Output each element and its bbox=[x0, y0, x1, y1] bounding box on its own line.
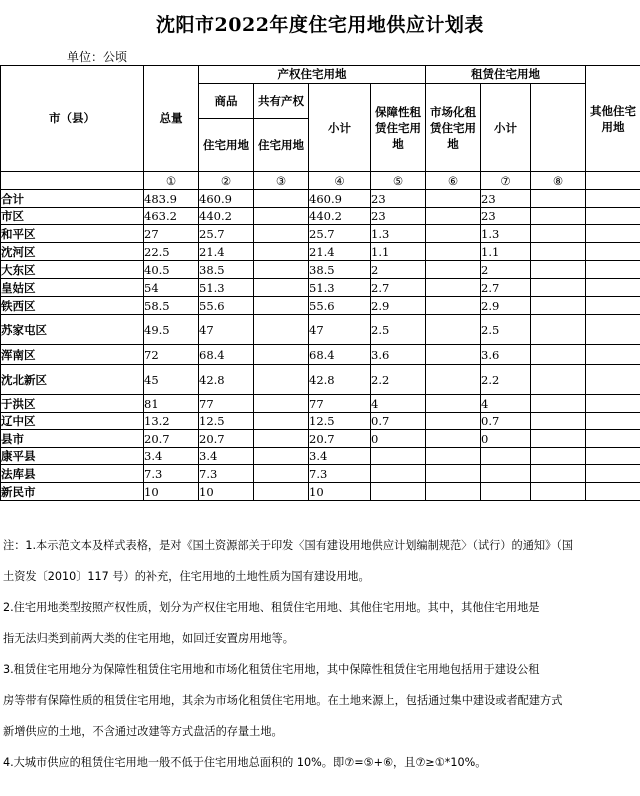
header-commercial-top: 商品 bbox=[199, 84, 254, 119]
cell-rental-subtotal: 2 bbox=[481, 261, 531, 279]
cell-shared bbox=[254, 297, 309, 315]
column-number-blank bbox=[1, 172, 144, 190]
cell-security-rental: 1.1 bbox=[371, 243, 426, 261]
table-row bbox=[1, 365, 640, 395]
cell-property-subtotal: 68.4 bbox=[309, 345, 371, 365]
cell-other bbox=[531, 208, 586, 225]
table-row bbox=[1, 413, 640, 430]
table-row bbox=[1, 243, 640, 261]
cell-extra bbox=[586, 297, 640, 315]
cell-commercial: 77 bbox=[199, 395, 254, 413]
cell-shared bbox=[254, 448, 309, 465]
cell-other bbox=[531, 365, 586, 395]
cell-extra bbox=[586, 465, 640, 483]
cell-extra bbox=[586, 430, 640, 448]
cell-extra bbox=[586, 413, 640, 430]
header-rental-group: 租赁住宅用地 bbox=[426, 66, 586, 84]
header-rental-subtotal: 小计 bbox=[481, 84, 531, 172]
column-number-extra bbox=[586, 172, 640, 190]
cell-shared bbox=[254, 483, 309, 501]
header-city: 市（县） bbox=[1, 66, 144, 172]
cell-property-subtotal: 440.2 bbox=[309, 208, 371, 225]
cell-security-rental: 23 bbox=[371, 190, 426, 208]
note-line: 房等带有保障性质的租赁住宅用地，其余为市场化租赁住宅用地。在土地来源上，包括通过集中建设或者配建方式 bbox=[3, 694, 563, 707]
cell-extra bbox=[586, 225, 640, 243]
cell-rental-subtotal: 23 bbox=[481, 208, 531, 225]
header-other: 其他住宅用地 bbox=[586, 66, 640, 172]
header-shared-bottom: 住宅用地 bbox=[254, 119, 309, 172]
cell-extra bbox=[586, 243, 640, 261]
note-line: 4.大城市供应的租赁住宅用地一般不低于住宅用地总面积的 10%。即⑦=⑤+⑥，且⑦≥①*10%。 bbox=[3, 756, 487, 769]
cell-other bbox=[531, 225, 586, 243]
cell-commercial: 68.4 bbox=[199, 345, 254, 365]
cell-market-rental bbox=[426, 465, 481, 483]
cell-total: 7.3 bbox=[144, 465, 199, 483]
cell-shared bbox=[254, 315, 309, 345]
cell-commercial: 10 bbox=[199, 483, 254, 501]
cell-property-subtotal: 42.8 bbox=[309, 365, 371, 395]
header-market-rental: 市场化租赁住宅用地 bbox=[426, 84, 481, 172]
cell-extra bbox=[586, 448, 640, 465]
col-number-5: ⑤ bbox=[371, 172, 426, 190]
cell-property-subtotal: 10 bbox=[309, 483, 371, 501]
row-name: 合计 bbox=[1, 190, 144, 208]
row-name: 新民市 bbox=[1, 483, 144, 501]
row-name: 浑南区 bbox=[1, 345, 144, 365]
table-row bbox=[1, 225, 640, 243]
cell-shared bbox=[254, 225, 309, 243]
cell-commercial: 51.3 bbox=[199, 279, 254, 297]
cell-rental-subtotal bbox=[481, 465, 531, 483]
cell-other bbox=[531, 261, 586, 279]
cell-property-subtotal: 77 bbox=[309, 395, 371, 413]
cell-shared bbox=[254, 190, 309, 208]
cell-total: 3.4 bbox=[144, 448, 199, 465]
cell-market-rental bbox=[426, 430, 481, 448]
cell-security-rental: 0.7 bbox=[371, 413, 426, 430]
row-name: 铁西区 bbox=[1, 297, 144, 315]
cell-security-rental: 2.5 bbox=[371, 315, 426, 345]
col-number-2: ② bbox=[199, 172, 254, 190]
cell-property-subtotal: 38.5 bbox=[309, 261, 371, 279]
row-name: 法库县 bbox=[1, 465, 144, 483]
cell-commercial: 440.2 bbox=[199, 208, 254, 225]
cell-commercial: 460.9 bbox=[199, 190, 254, 208]
cell-total: 72 bbox=[144, 345, 199, 365]
cell-property-subtotal: 7.3 bbox=[309, 465, 371, 483]
cell-security-rental: 2.9 bbox=[371, 297, 426, 315]
cell-extra bbox=[586, 365, 640, 395]
cell-commercial: 38.5 bbox=[199, 261, 254, 279]
cell-property-subtotal: 51.3 bbox=[309, 279, 371, 297]
cell-shared bbox=[254, 395, 309, 413]
row-name: 辽中区 bbox=[1, 413, 144, 430]
cell-other bbox=[531, 190, 586, 208]
cell-total: 463.2 bbox=[144, 208, 199, 225]
notes-section bbox=[3, 530, 635, 778]
table-row bbox=[1, 395, 640, 413]
page-title: 沈阳市2022年度住宅用地供应计划表 bbox=[156, 14, 484, 36]
unit-label: 单位：公顷 bbox=[67, 50, 128, 64]
table-row bbox=[1, 261, 640, 279]
cell-other bbox=[531, 483, 586, 501]
cell-other bbox=[531, 465, 586, 483]
cell-commercial: 7.3 bbox=[199, 465, 254, 483]
cell-other bbox=[531, 430, 586, 448]
cell-other bbox=[531, 345, 586, 365]
cell-rental-subtotal: 1.3 bbox=[481, 225, 531, 243]
cell-other bbox=[531, 448, 586, 465]
cell-commercial: 20.7 bbox=[199, 430, 254, 448]
cell-market-rental bbox=[426, 208, 481, 225]
cell-property-subtotal: 47 bbox=[309, 315, 371, 345]
cell-other bbox=[531, 395, 586, 413]
cell-property-subtotal: 460.9 bbox=[309, 190, 371, 208]
cell-rental-subtotal: 1.1 bbox=[481, 243, 531, 261]
header-property-group: 产权住宅用地 bbox=[199, 66, 426, 84]
cell-market-rental bbox=[426, 448, 481, 465]
cell-total: 45 bbox=[144, 365, 199, 395]
cell-shared bbox=[254, 279, 309, 297]
cell-market-rental bbox=[426, 345, 481, 365]
cell-rental-subtotal: 23 bbox=[481, 190, 531, 208]
cell-security-rental bbox=[371, 448, 426, 465]
cell-property-subtotal: 3.4 bbox=[309, 448, 371, 465]
cell-property-subtotal: 55.6 bbox=[309, 297, 371, 315]
cell-market-rental bbox=[426, 261, 481, 279]
header-security-rental: 保障性租赁住宅用地 bbox=[371, 84, 426, 172]
cell-commercial: 3.4 bbox=[199, 448, 254, 465]
cell-shared bbox=[254, 365, 309, 395]
cell-shared bbox=[254, 261, 309, 279]
cell-security-rental: 2.7 bbox=[371, 279, 426, 297]
cell-total: 13.2 bbox=[144, 413, 199, 430]
cell-total: 81 bbox=[144, 395, 199, 413]
table-row bbox=[1, 208, 640, 225]
cell-property-subtotal: 25.7 bbox=[309, 225, 371, 243]
cell-security-rental bbox=[371, 483, 426, 501]
cell-rental-subtotal: 2.7 bbox=[481, 279, 531, 297]
cell-total: 20.7 bbox=[144, 430, 199, 448]
cell-extra bbox=[586, 315, 640, 345]
note-line: 指无法归类到前两大类的住宅用地，如回迁安置房用地等。 bbox=[3, 632, 294, 645]
note-line: 注：1.本示范文本及样式表格，是对《国土资源部关于印发〈国有建设用地供应计划编制规范〉（试行）的通知》（国 bbox=[3, 539, 574, 552]
cell-commercial: 55.6 bbox=[199, 297, 254, 315]
cell-extra bbox=[586, 190, 640, 208]
cell-commercial: 42.8 bbox=[199, 365, 254, 395]
cell-total: 10 bbox=[144, 483, 199, 501]
row-name: 县市 bbox=[1, 430, 144, 448]
cell-total: 58.5 bbox=[144, 297, 199, 315]
header-property-subtotal: 小计 bbox=[309, 84, 371, 172]
cell-rental-subtotal: 2.9 bbox=[481, 297, 531, 315]
cell-rental-subtotal: 0.7 bbox=[481, 413, 531, 430]
cell-market-rental bbox=[426, 413, 481, 430]
cell-extra bbox=[586, 279, 640, 297]
header-shared-top: 共有产权 bbox=[254, 84, 309, 119]
cell-shared bbox=[254, 208, 309, 225]
cell-security-rental bbox=[371, 465, 426, 483]
col-number-4: ④ bbox=[309, 172, 371, 190]
row-name: 和平区 bbox=[1, 225, 144, 243]
row-name: 苏家屯区 bbox=[1, 315, 144, 345]
cell-total: 40.5 bbox=[144, 261, 199, 279]
cell-security-rental: 23 bbox=[371, 208, 426, 225]
cell-market-rental bbox=[426, 279, 481, 297]
cell-rental-subtotal bbox=[481, 483, 531, 501]
cell-extra bbox=[586, 483, 640, 501]
cell-market-rental bbox=[426, 395, 481, 413]
note-line: 2.住宅用地类型按照产权性质，划分为产权住宅用地、租赁住宅用地、其他住宅用地。其中，其他住宅用地是 bbox=[3, 601, 540, 614]
row-name: 于洪区 bbox=[1, 395, 144, 413]
table-row bbox=[1, 430, 640, 448]
cell-market-rental bbox=[426, 190, 481, 208]
cell-extra bbox=[586, 395, 640, 413]
cell-other bbox=[531, 297, 586, 315]
cell-market-rental bbox=[426, 483, 481, 501]
cell-other bbox=[531, 413, 586, 430]
row-name: 康平县 bbox=[1, 448, 144, 465]
cell-total: 54 bbox=[144, 279, 199, 297]
cell-commercial: 25.7 bbox=[199, 225, 254, 243]
cell-commercial: 47 bbox=[199, 315, 254, 345]
cell-shared bbox=[254, 243, 309, 261]
header-commercial-bottom: 住宅用地 bbox=[199, 119, 254, 172]
table-row bbox=[1, 465, 640, 483]
table-row bbox=[1, 345, 640, 365]
cell-total: 27 bbox=[144, 225, 199, 243]
cell-rental-subtotal: 2.2 bbox=[481, 365, 531, 395]
cell-other bbox=[531, 279, 586, 297]
cell-shared bbox=[254, 430, 309, 448]
cell-extra bbox=[586, 208, 640, 225]
cell-rental-subtotal: 3.6 bbox=[481, 345, 531, 365]
note-line: 3.租赁住宅用地分为保障性租赁住宅用地和市场化租赁住宅用地，其中保障性租赁住宅用地包括用于建设公租 bbox=[3, 663, 540, 676]
cell-total: 483.9 bbox=[144, 190, 199, 208]
row-name: 沈河区 bbox=[1, 243, 144, 261]
cell-rental-subtotal: 4 bbox=[481, 395, 531, 413]
cell-market-rental bbox=[426, 365, 481, 395]
cell-other bbox=[531, 243, 586, 261]
col-number-1: ① bbox=[144, 172, 199, 190]
table-row bbox=[1, 190, 640, 208]
row-name: 大东区 bbox=[1, 261, 144, 279]
cell-other bbox=[531, 315, 586, 345]
cell-extra bbox=[586, 345, 640, 365]
cell-rental-subtotal: 2.5 bbox=[481, 315, 531, 345]
cell-rental-subtotal: 0 bbox=[481, 430, 531, 448]
cell-rental-subtotal bbox=[481, 448, 531, 465]
cell-shared bbox=[254, 345, 309, 365]
col-number-7: ⑦ bbox=[481, 172, 531, 190]
cell-market-rental bbox=[426, 297, 481, 315]
cell-shared bbox=[254, 465, 309, 483]
row-name: 皇姑区 bbox=[1, 279, 144, 297]
cell-security-rental: 0 bbox=[371, 430, 426, 448]
col-number-3: ③ bbox=[254, 172, 309, 190]
cell-security-rental: 1.3 bbox=[371, 225, 426, 243]
cell-market-rental bbox=[426, 243, 481, 261]
cell-security-rental: 2.2 bbox=[371, 365, 426, 395]
table-row bbox=[1, 483, 640, 501]
cell-extra bbox=[586, 261, 640, 279]
note-line: 新增供应的土地，不含通过改建等方式盘活的存量土地。 bbox=[3, 725, 283, 738]
cell-commercial: 21.4 bbox=[199, 243, 254, 261]
cell-commercial: 12.5 bbox=[199, 413, 254, 430]
cell-total: 49.5 bbox=[144, 315, 199, 345]
row-name: 沈北新区 bbox=[1, 365, 144, 395]
column-number-row bbox=[1, 172, 640, 190]
supply-plan-table bbox=[0, 65, 640, 501]
table-row bbox=[1, 297, 640, 315]
cell-property-subtotal: 21.4 bbox=[309, 243, 371, 261]
col-number-6: ⑥ bbox=[426, 172, 481, 190]
row-name: 市区 bbox=[1, 208, 144, 225]
cell-shared bbox=[254, 413, 309, 430]
cell-market-rental bbox=[426, 225, 481, 243]
cell-security-rental: 4 bbox=[371, 395, 426, 413]
note-line: 土资发〔2010〕117 号）的补充，住宅用地的土地性质为国有建设用地。 bbox=[3, 570, 370, 583]
cell-market-rental bbox=[426, 315, 481, 345]
cell-security-rental: 2 bbox=[371, 261, 426, 279]
table-row bbox=[1, 315, 640, 345]
cell-security-rental: 3.6 bbox=[371, 345, 426, 365]
table-row bbox=[1, 448, 640, 465]
header-total: 总量 bbox=[144, 66, 199, 172]
cell-property-subtotal: 12.5 bbox=[309, 413, 371, 430]
col-number-8: ⑧ bbox=[531, 172, 586, 190]
table-row bbox=[1, 279, 640, 297]
cell-property-subtotal: 20.7 bbox=[309, 430, 371, 448]
cell-total: 22.5 bbox=[144, 243, 199, 261]
